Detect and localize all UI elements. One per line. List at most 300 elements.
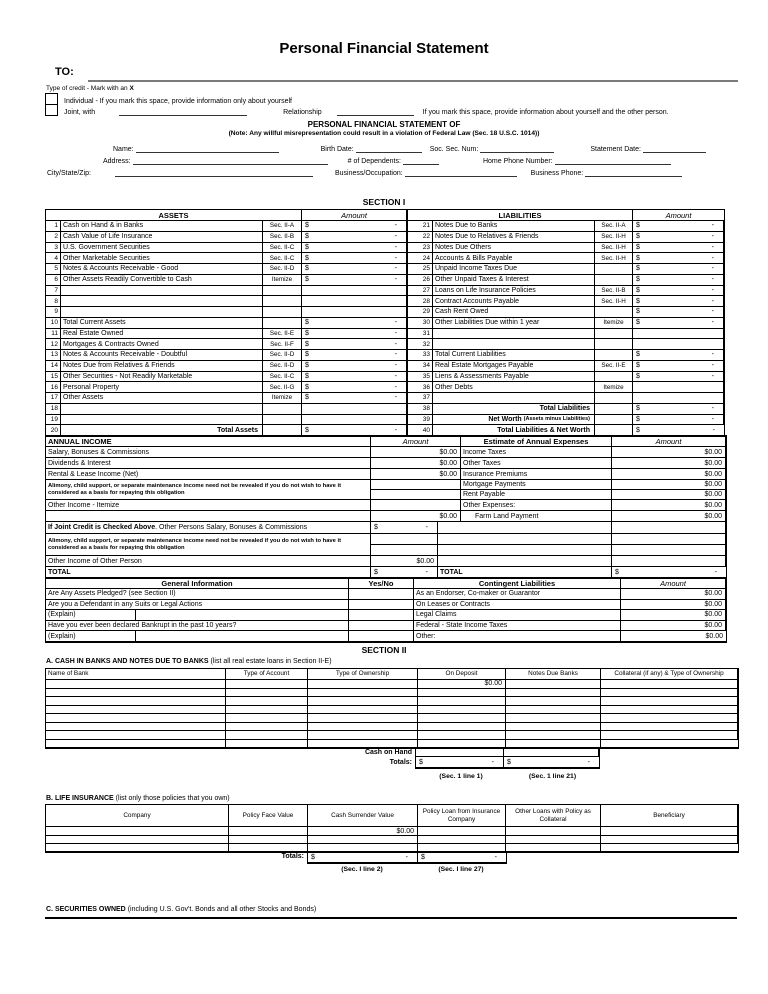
bank-row-cell[interactable] <box>226 723 308 732</box>
liability-amount-cell[interactable]: $ - <box>633 307 724 318</box>
liability-sec-ref: Itemize <box>595 382 633 393</box>
expense-label: Income Taxes <box>461 447 612 458</box>
statement-date-field[interactable] <box>643 144 706 153</box>
liability-sec-ref <box>595 329 633 340</box>
bank-row-cell[interactable] <box>46 731 226 740</box>
liability-row-number: 37 <box>407 393 433 404</box>
liability-label[interactable] <box>433 339 595 350</box>
liability-row-number: 34 <box>407 361 433 372</box>
totals-notes-amount[interactable]: $ - <box>504 757 599 768</box>
address-label: Address: <box>103 158 131 165</box>
asset-amount-cell[interactable] <box>302 307 407 318</box>
footnote-sec1-line2: (Sec. I line 2) <box>341 866 383 873</box>
liability-row-number: 30 <box>407 318 433 329</box>
expense-amount[interactable]: $0.00 <box>612 511 726 522</box>
asset-label: Notes & Accounts Receivable - Doubtful <box>61 350 263 361</box>
income-salary-label: Salary, Bonuses & Commissions <box>46 447 371 458</box>
liability-amount-cell[interactable]: $ - <box>633 286 724 297</box>
bank-row-cell[interactable] <box>418 723 506 732</box>
col-header: Name of Bank <box>46 669 226 680</box>
asset-label: Cash on Hand & in Banks <box>61 221 263 232</box>
liability-amount-cell[interactable]: $ - <box>633 232 724 243</box>
bank-row-cell[interactable] <box>418 697 506 706</box>
yesno-cell[interactable] <box>349 600 414 611</box>
income-total-label: TOTAL <box>46 567 371 578</box>
income-rental-label: Rental & Lease Income (Net) <box>46 469 371 480</box>
asset-label: Notes & Accounts Receivable - Good <box>61 264 263 275</box>
liability-sec-ref <box>595 415 633 426</box>
field-row-3 <box>45 167 738 177</box>
liability-label: Real Estate Mortgages Payable <box>433 361 595 372</box>
asset-row-number: 18 <box>46 404 61 415</box>
yesno-cell[interactable] <box>349 631 414 642</box>
asset-sec-ref: Sec. II-C <box>263 372 302 383</box>
insurance-totals-box <box>307 851 507 864</box>
totals-policy-loan-amount[interactable]: $ - <box>418 852 506 863</box>
asset-row-number: 6 <box>46 275 61 286</box>
asset-amount-cell[interactable]: $ - <box>302 318 407 329</box>
liability-label: Contract Accounts Payable <box>433 296 595 307</box>
section1-table <box>45 220 725 437</box>
alimony-amount-cells <box>371 480 461 500</box>
statement-date-label: Statement Date: <box>590 146 641 153</box>
income-salary-amount[interactable]: $0.00 <box>371 447 461 458</box>
bank-row-cell[interactable] <box>418 714 506 723</box>
income-amount-header: Amount <box>371 436 461 447</box>
liability-sec-ref: Itemize <box>595 318 633 329</box>
asset-amount-cell[interactable]: $ - <box>302 372 407 383</box>
insurance-row-cell[interactable] <box>418 836 506 844</box>
bank-row-cell[interactable] <box>46 706 226 715</box>
income-other-itemize-label: Other Income - Itemize <box>46 500 371 511</box>
liability-amount-cell[interactable]: $ - <box>633 350 724 361</box>
bank-row-cell[interactable] <box>308 731 418 740</box>
joint-credit-row <box>45 104 669 116</box>
liability-amount-cell[interactable] <box>633 339 724 350</box>
bank-row-cell[interactable] <box>601 706 738 715</box>
expense-label: Insurance Premiums <box>461 469 612 480</box>
asset-amount-cell[interactable]: $ - <box>302 232 407 243</box>
bank-row-cell[interactable] <box>308 714 418 723</box>
asset-label: Other Assets <box>61 393 263 404</box>
asset-row-number: 9 <box>46 307 61 318</box>
mortgage-rent-amounts <box>612 480 726 500</box>
asset-label: Other Marketable Securities <box>61 253 263 264</box>
blank-stack <box>612 534 726 556</box>
expenses-total-amount[interactable]: $ - <box>612 567 726 578</box>
liability-amount-cell[interactable]: $ - <box>633 415 724 426</box>
bank-row-cell[interactable] <box>46 697 226 706</box>
blank-stack <box>438 534 612 556</box>
liability-amount-cell[interactable]: $ - <box>633 404 724 415</box>
expense-amount[interactable]: $0.00 <box>612 480 725 490</box>
relationship-input-line[interactable] <box>337 107 414 116</box>
liability-label: Loans on Life Insurance Policies <box>433 286 595 297</box>
asset-label[interactable] <box>61 307 263 318</box>
contingent-amount[interactable]: $0.00 <box>621 589 726 600</box>
liability-amount-cell[interactable]: $ - <box>633 372 724 383</box>
asset-amount-cell[interactable] <box>302 415 407 426</box>
annual-income-header: ANNUAL INCOME <box>46 436 371 447</box>
liability-amount-cell[interactable]: $ - <box>633 296 724 307</box>
expense-label: Mortgage Payments <box>461 480 611 490</box>
liability-row-number: 27 <box>407 286 433 297</box>
bank-row-cell[interactable] <box>506 731 601 740</box>
insurance-row-cell[interactable]: $0.00 <box>308 827 418 836</box>
blank-cell[interactable] <box>612 545 725 555</box>
liability-row-number: 22 <box>407 232 433 243</box>
liability-sec-ref: Sec. II-A <box>595 221 633 232</box>
bank-row-cell[interactable] <box>601 740 738 749</box>
section2c-heading-bold: C. SECURITIES OWNED <box>46 906 126 913</box>
asset-sec-ref: Sec. II-D <box>263 350 302 361</box>
liability-sec-ref <box>595 275 633 286</box>
bank-row-cell[interactable] <box>226 697 308 706</box>
bank-row-cell[interactable] <box>46 680 226 689</box>
explain-input-cell[interactable] <box>136 631 349 642</box>
business-phone-field[interactable] <box>585 168 682 177</box>
bank-row-cell[interactable] <box>226 731 308 740</box>
contingent-amount[interactable]: $0.00 <box>621 600 726 611</box>
other-person-income-label: Other Income of Other Person <box>46 556 371 567</box>
insurance-row-cell[interactable] <box>601 836 738 844</box>
income-total-amount[interactable]: $ - <box>371 567 438 578</box>
bank-row-cell[interactable] <box>418 706 506 715</box>
totals-surrender-amount[interactable]: $ - <box>308 852 418 863</box>
section2-title: SECTION II <box>361 645 407 655</box>
contingent-amount[interactable]: $0.00 <box>621 621 726 632</box>
blank-cell[interactable] <box>438 522 612 534</box>
bank-row-cell[interactable] <box>418 731 506 740</box>
expense-amount[interactable]: $0.00 <box>612 447 726 458</box>
asset-amount-cell[interactable]: $ - <box>302 275 407 286</box>
alimony-note-2: Alimony, child support, or separate maintenance income need not be revealed if you do not wish to have it considered as a basis for repaying this obligation <box>46 534 371 556</box>
asset-sec-ref <box>263 415 302 426</box>
liability-row-number: 29 <box>407 307 433 318</box>
liability-row-number: 23 <box>407 243 433 254</box>
expense-amount[interactable]: $0.00 <box>612 469 726 480</box>
bank-row-cell[interactable] <box>308 689 418 698</box>
asset-amount-cell[interactable] <box>302 286 407 297</box>
income-blank-label[interactable] <box>46 511 371 522</box>
section2b-heading <box>46 795 230 802</box>
liability-sec-ref: Sec. II-H <box>595 232 633 243</box>
joint-with-input-line[interactable] <box>119 107 247 116</box>
bank-row-cell[interactable] <box>308 706 418 715</box>
insurance-row-cell[interactable] <box>229 836 308 844</box>
liability-amount-cell[interactable]: $ - <box>633 318 724 329</box>
assets-header: ASSETS <box>46 210 302 221</box>
bank-row-cell[interactable] <box>226 714 308 723</box>
alimony-amount-cell[interactable] <box>371 534 437 545</box>
section2c-heading-note: (including U.S. Gov't. Bonds and all other Stocks and Bonds) <box>127 906 317 913</box>
income-rental-amount[interactable]: $0.00 <box>371 469 461 480</box>
bank-row-cell[interactable] <box>46 740 226 749</box>
bank-row-cell[interactable] <box>308 740 418 749</box>
asset-amount-cell[interactable]: $ - <box>302 329 407 340</box>
asset-row-number: 4 <box>46 253 61 264</box>
bank-row-cell[interactable] <box>308 680 418 689</box>
bank-row-cell[interactable] <box>226 680 308 689</box>
contingent-amount-header: Amount <box>621 579 726 589</box>
footnote-sec1-line21: (Sec. 1 line 21) <box>528 773 577 780</box>
blank-cell[interactable] <box>612 522 726 534</box>
bank-row-cell[interactable] <box>226 706 308 715</box>
bank-row-cell[interactable] <box>226 740 308 749</box>
asset-sec-ref: Sec. II-E <box>263 329 302 340</box>
asset-row-number: 17 <box>46 393 61 404</box>
liability-sec-ref: Sec. II-H <box>595 296 633 307</box>
totals-deposit-amount[interactable]: $ - <box>416 757 504 768</box>
bank-row-cell[interactable]: $0.00 <box>418 680 506 689</box>
col-header: On Deposit <box>418 669 506 680</box>
joint-credit-amount[interactable]: $ - <box>371 522 438 534</box>
liability-row-number: 24 <box>407 253 433 264</box>
dependents-label: # of Dependents: <box>347 158 401 165</box>
liability-amount-cell[interactable]: $ - <box>633 275 724 286</box>
asset-amount-cell[interactable]: $ - <box>302 393 407 404</box>
address-field[interactable] <box>133 156 328 165</box>
pfs-of-heading: PERSONAL FINANCIAL STATEMENT OF <box>307 120 461 129</box>
bank-row-cell[interactable] <box>418 689 506 698</box>
liability-sec-ref <box>595 372 633 383</box>
insurance-row-cell[interactable] <box>506 836 601 844</box>
asset-amount-cell[interactable]: $ - <box>302 425 407 436</box>
insurance-row-cell[interactable] <box>601 844 738 852</box>
asset-sec-ref: Sec. II-G <box>263 382 302 393</box>
bank-row-cell[interactable] <box>308 697 418 706</box>
liability-label: Total Liabilities & Net Worth <box>433 425 595 436</box>
asset-label[interactable] <box>61 296 263 307</box>
liability-amount-cell[interactable]: $ - <box>633 425 724 436</box>
col-header: Beneficiary <box>601 805 738 827</box>
cash-in-banks-table <box>45 668 739 749</box>
liability-amount-cell[interactable]: $ - <box>633 361 724 372</box>
liability-row-number: 31 <box>407 329 433 340</box>
asset-sec-ref: Sec. II-B <box>263 232 302 243</box>
asset-sec-ref: Sec. II-F <box>263 339 302 350</box>
expense-label: Rent Payable <box>463 491 506 498</box>
explain-label: (Explain) <box>46 610 136 621</box>
blank-cell[interactable] <box>612 556 726 567</box>
joint-credit-rest: . Other Persons Salary, Bonuses & Commissions <box>155 524 308 531</box>
contingent-amount[interactable]: $0.00 <box>621 631 726 642</box>
expense-amount[interactable]: $0.00 <box>612 458 726 469</box>
bank-row-cell[interactable] <box>601 731 738 740</box>
asset-amount-cell[interactable]: $ - <box>302 243 407 254</box>
asset-label: Mortgages & Contracts Owned <box>61 339 263 350</box>
contingent-label: Other: <box>414 631 621 642</box>
bank-row-cell[interactable] <box>601 697 738 706</box>
bank-row-cell[interactable] <box>46 689 226 698</box>
insurance-row-cell[interactable] <box>601 827 738 836</box>
ssn-label: Soc. Sec. Num: <box>429 146 479 153</box>
liability-label: Other Debts <box>433 382 595 393</box>
insurance-row-cell[interactable] <box>46 827 229 836</box>
liability-amount-cell[interactable]: $ - <box>633 243 724 254</box>
bank-row-cell[interactable] <box>506 723 601 732</box>
bank-row-cell[interactable] <box>601 723 738 732</box>
asset-amount-cell[interactable]: $ - <box>302 253 407 264</box>
joint-credit-bold: If Joint Credit is Checked Above <box>48 524 156 531</box>
field-row-1 <box>45 143 738 153</box>
bank-row-cell[interactable] <box>46 723 226 732</box>
birth-date-field[interactable] <box>356 144 422 153</box>
explain-input-cell[interactable] <box>136 610 349 621</box>
blank-cell[interactable] <box>438 534 611 545</box>
annual-income-expenses-table <box>45 435 727 579</box>
section2b-heading-bold: B. LIFE INSURANCE <box>46 795 114 802</box>
liability-row-number: 38 <box>407 404 433 415</box>
liability-label: Total Liabilities <box>433 404 595 415</box>
totals-b-label: Totals: <box>281 853 304 860</box>
asset-label[interactable] <box>61 415 263 426</box>
income-other-itemize-amount[interactable] <box>371 500 461 511</box>
asset-label: Cash Value of Life Insurance <box>61 232 263 243</box>
business-occupation-field[interactable] <box>405 168 517 177</box>
liability-label: Unpaid Income Taxes Due <box>433 264 595 275</box>
name-field[interactable] <box>136 144 279 153</box>
alimony2-amount-cells <box>371 534 438 556</box>
liability-amount-cell[interactable] <box>633 393 724 404</box>
insurance-row-cell[interactable] <box>506 827 601 836</box>
liability-row-number: 39 <box>407 415 433 426</box>
asset-row-number: 14 <box>46 361 61 372</box>
cash-on-hand-deposit-cell[interactable] <box>416 748 504 757</box>
expenses-amount-header: Amount <box>612 436 726 447</box>
blank-cell[interactable] <box>438 556 612 567</box>
totals-a-label: Totals: <box>389 759 412 766</box>
liability-amount-cell[interactable] <box>633 329 724 340</box>
asset-row-number: 20 <box>46 425 61 436</box>
cash-on-hand-label: Cash on Hand <box>364 749 412 756</box>
liability-label: Net Worth (Assets minus Liabilities) <box>433 415 595 426</box>
liability-sec-ref <box>595 307 633 318</box>
insurance-row-cell[interactable] <box>46 836 229 844</box>
blank-cell[interactable] <box>612 534 725 545</box>
yesno-cell[interactable] <box>349 610 414 621</box>
asset-amount-cell[interactable]: $ - <box>302 264 407 275</box>
dependents-field[interactable] <box>403 156 439 165</box>
expense-amount[interactable]: $0.00 <box>612 500 726 511</box>
section2c-underline <box>45 905 737 919</box>
bank-row-cell[interactable] <box>506 714 601 723</box>
liability-amount-cell[interactable] <box>633 382 724 393</box>
asset-amount-cell[interactable]: $ - <box>302 382 407 393</box>
joint-checkbox[interactable] <box>45 104 58 116</box>
asset-label[interactable] <box>61 404 263 415</box>
insurance-row-cell[interactable] <box>46 844 229 852</box>
asset-row-number: 3 <box>46 243 61 254</box>
assets-amount-header: Amount <box>302 210 407 221</box>
insurance-row-cell[interactable] <box>308 836 418 844</box>
general-info-table <box>45 578 727 643</box>
insurance-row-cell[interactable] <box>506 844 601 852</box>
yesno-cell[interactable] <box>349 589 414 600</box>
income-dividends-amount[interactable]: $0.00 <box>371 458 461 469</box>
bank-row-cell[interactable] <box>226 689 308 698</box>
asset-amount-cell[interactable] <box>302 404 407 415</box>
asset-sec-ref: Itemize <box>263 393 302 404</box>
alimony-amount-cell[interactable] <box>371 545 437 555</box>
alimony-amount-cell[interactable] <box>371 490 460 499</box>
insurance-row-cell[interactable] <box>229 844 308 852</box>
to-input-line[interactable] <box>88 80 738 82</box>
asset-sec-ref: Sec. II-D <box>263 264 302 275</box>
liability-amount-cell[interactable]: $ - <box>633 253 724 264</box>
asset-amount-cell[interactable]: $ - <box>302 221 407 232</box>
expense-label: Farm Land Payment <box>461 511 612 522</box>
asset-row-number: 7 <box>46 286 61 297</box>
bank-row-cell[interactable] <box>308 723 418 732</box>
home-phone-field[interactable] <box>555 156 671 165</box>
asset-sec-ref: Sec. II-D <box>263 361 302 372</box>
bank-row-cell[interactable] <box>601 714 738 723</box>
liability-sec-ref: Sec. II-E <box>595 361 633 372</box>
liability-row-number: 21 <box>407 221 433 232</box>
liability-amount-cell[interactable]: $ - <box>633 221 724 232</box>
insurance-row-cell[interactable] <box>418 827 506 836</box>
bank-row-cell[interactable] <box>46 714 226 723</box>
liability-row-number: 33 <box>407 350 433 361</box>
joint-note: If you mark this space, provide information about yourself and the other person. <box>422 109 669 116</box>
city-state-zip-field[interactable] <box>115 168 313 177</box>
asset-amount-cell[interactable] <box>302 296 407 307</box>
cash-on-hand-notes-cell[interactable] <box>504 748 599 757</box>
asset-row-number: 12 <box>46 339 61 350</box>
credit-type-label <box>46 85 134 92</box>
contingent-amount[interactable]: $0.00 <box>621 610 726 621</box>
joint-credit-label <box>46 522 371 534</box>
alimony-amount-cell[interactable] <box>371 480 460 490</box>
yesno-cell[interactable] <box>349 621 414 632</box>
insurance-row-cell[interactable] <box>229 827 308 836</box>
asset-label[interactable] <box>61 286 263 297</box>
bank-row-cell[interactable] <box>601 680 738 689</box>
asset-sec-ref <box>263 318 302 329</box>
contingent-label: As an Endorser, Co-maker or Guarantor <box>414 589 621 600</box>
liability-sec-ref: Sec. II-B <box>595 286 633 297</box>
asset-label: Total Assets <box>61 425 263 436</box>
income-other-total[interactable]: $0.00 <box>371 511 461 522</box>
liability-label[interactable] <box>433 329 595 340</box>
bank-row-cell[interactable] <box>506 697 601 706</box>
liability-row-number: 26 <box>407 275 433 286</box>
other-person-income-amount[interactable]: $0.00 <box>371 556 438 567</box>
liability-label[interactable] <box>433 393 595 404</box>
bank-row-cell[interactable] <box>506 706 601 715</box>
blank-cell[interactable] <box>438 545 611 555</box>
liability-label: Liens & Assessments Payable <box>433 372 595 383</box>
asset-row-number: 1 <box>46 221 61 232</box>
asset-row-number: 11 <box>46 329 61 340</box>
asset-amount-cell[interactable]: $ - <box>302 339 407 350</box>
col-header: Policy Loan from Insurance Company <box>418 805 506 827</box>
liability-label: Total Current Liabilities <box>433 350 595 361</box>
life-insurance-table <box>45 804 739 853</box>
bank-row-cell[interactable] <box>506 680 601 689</box>
asset-amount-cell[interactable]: $ - <box>302 350 407 361</box>
asset-amount-cell[interactable]: $ - <box>302 361 407 372</box>
bank-row-cell[interactable] <box>601 689 738 698</box>
question-bankrupt: Have you ever been declared Bankrupt in the past 10 years? <box>46 621 349 632</box>
ssn-field[interactable] <box>480 144 554 153</box>
expense-amount[interactable]: $0.00 <box>704 491 722 498</box>
asset-sec-ref: Sec. II-C <box>263 253 302 264</box>
liability-amount-cell[interactable]: $ - <box>633 264 724 275</box>
bank-row-cell[interactable] <box>506 689 601 698</box>
asset-sec-ref <box>263 286 302 297</box>
